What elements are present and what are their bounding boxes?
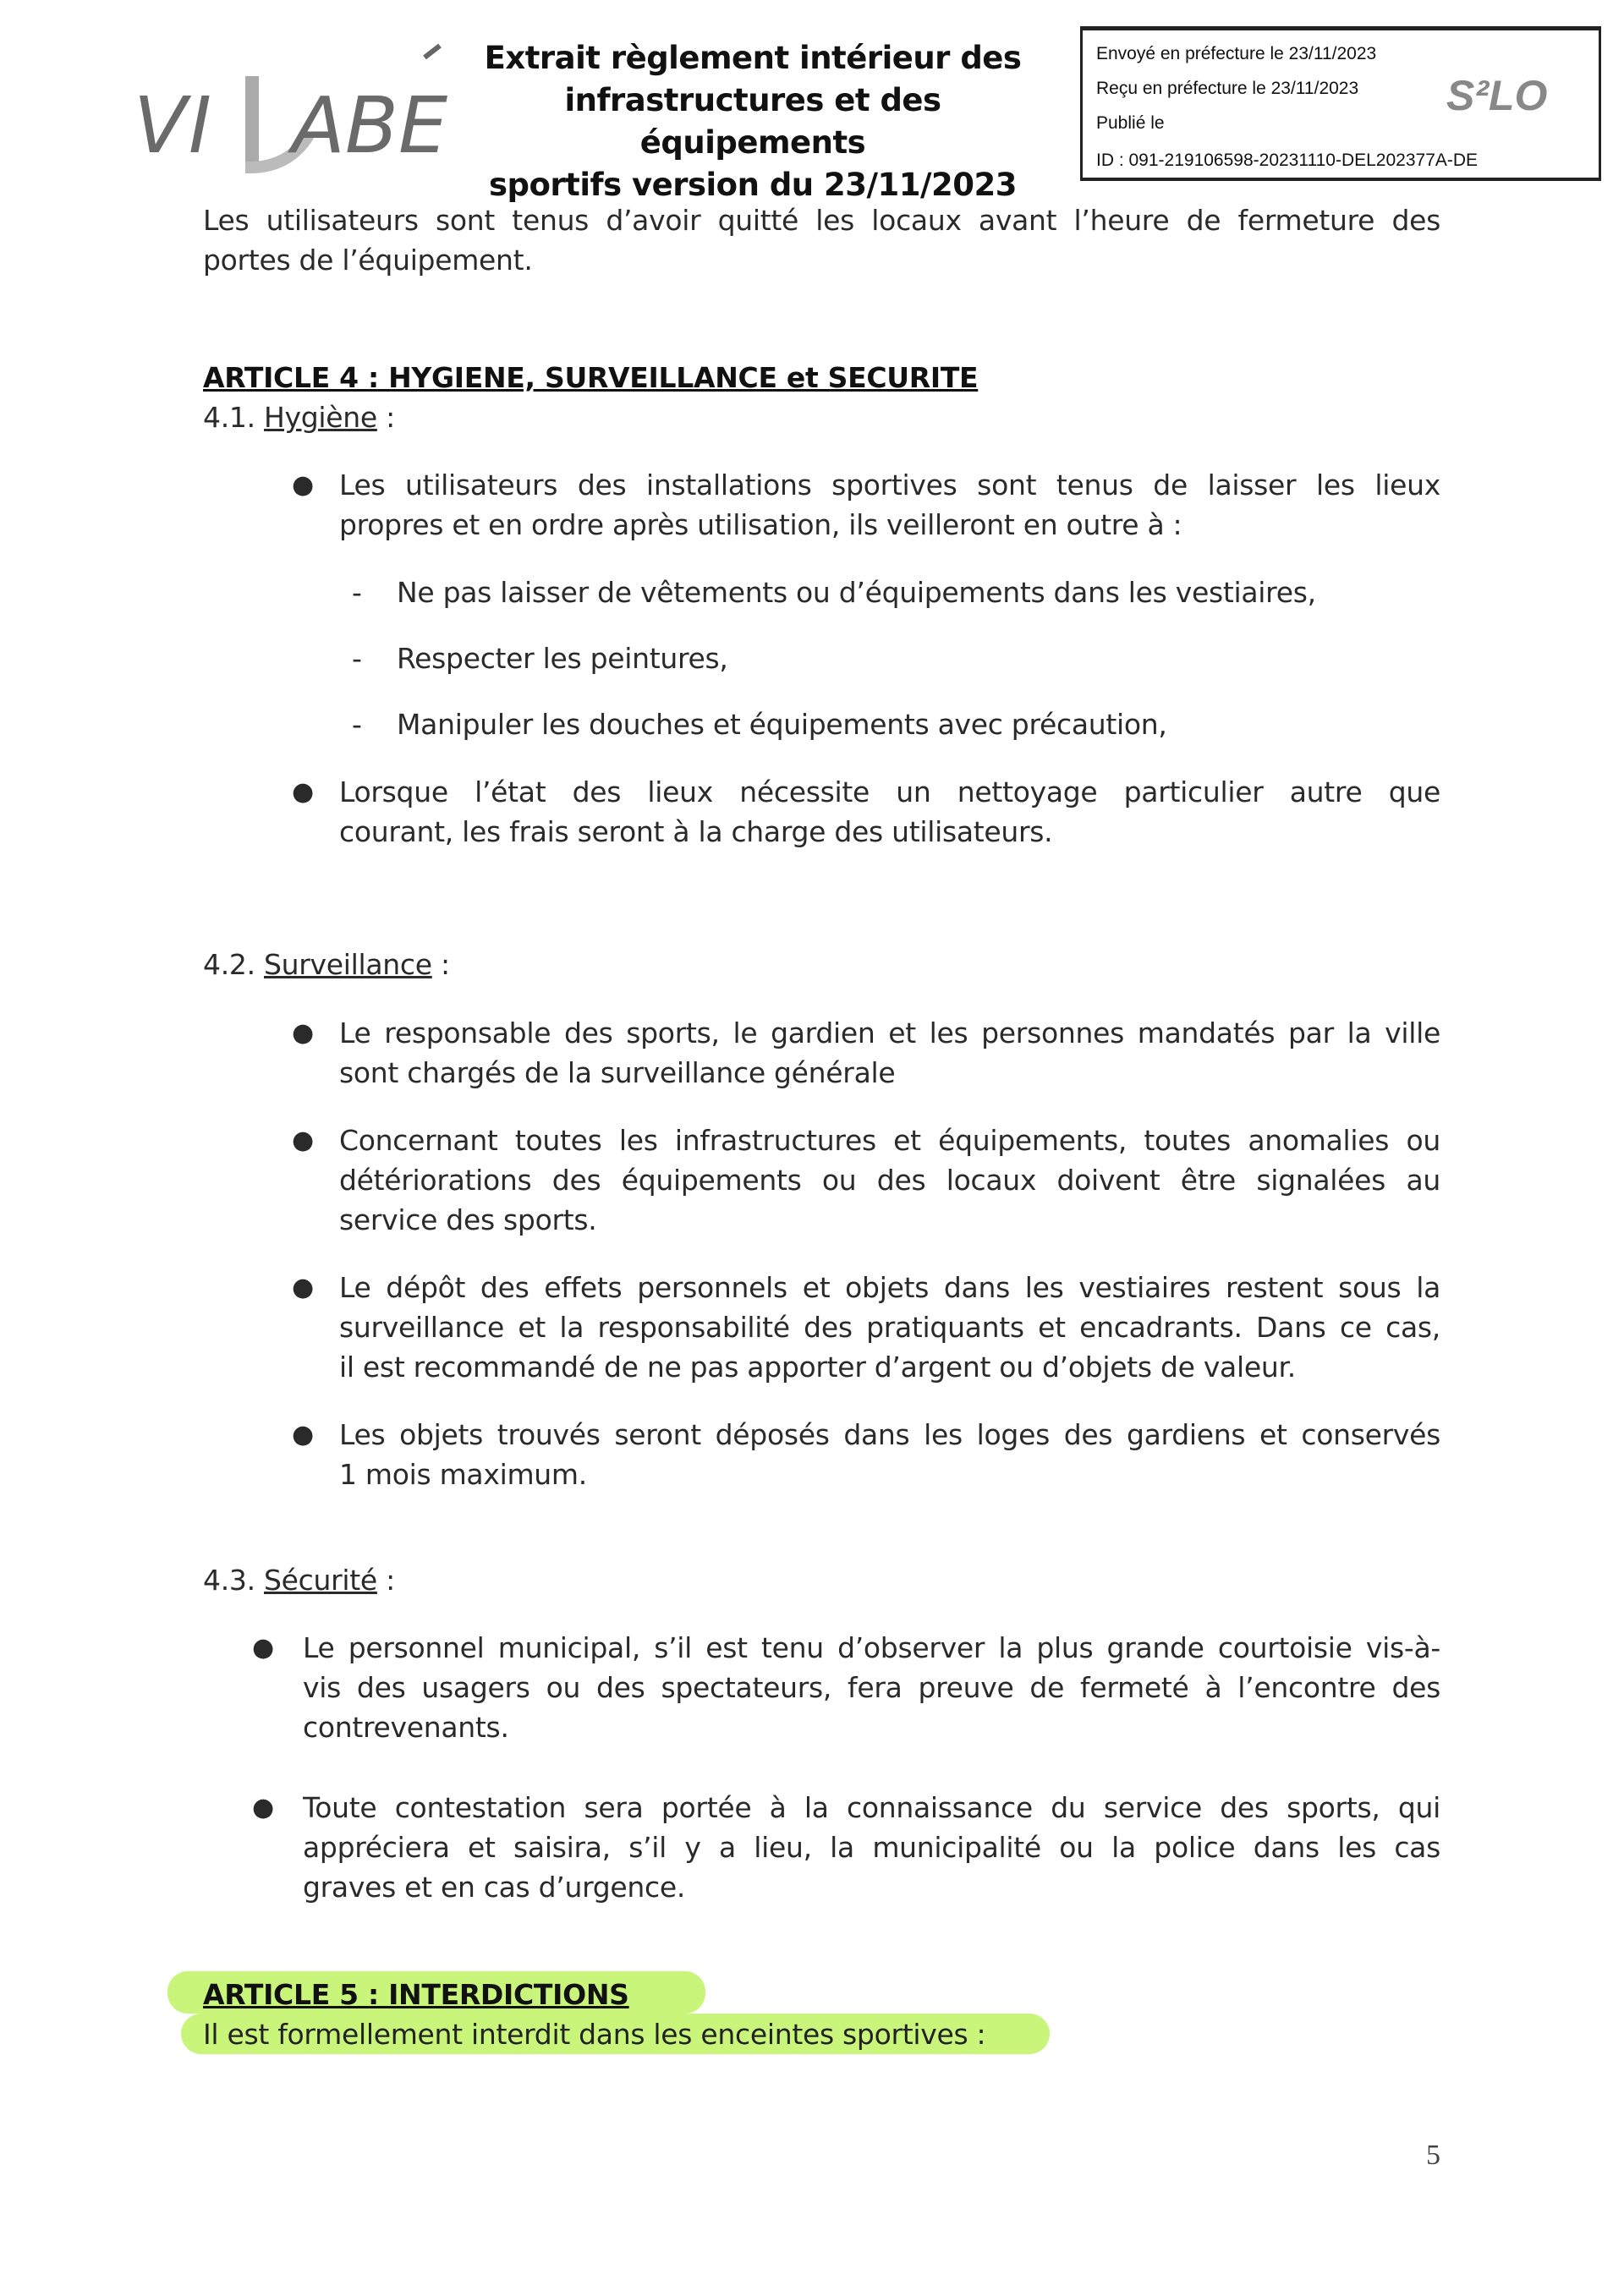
paragraph-line: il est recommandé de ne pas apporter d’argent ou d’objets de valeur. — [339, 1351, 1296, 1384]
s2lo-logo: S²LO — [1446, 72, 1548, 119]
paragraph-line: contrevenants. — [303, 1711, 509, 1744]
paragraph-line: propres et en ordre après utilisation, ils veilleront en outre à : — [339, 508, 1182, 541]
bullet-icon: ● — [292, 470, 315, 500]
villabe-logo — [127, 42, 465, 178]
stamp-id: ID : 091-219106598-20231110-DEL202377A-DE — [1096, 151, 1479, 170]
dash-item: Ne pas laisser de vêtements ou d’équipements dans les vestiaires, — [397, 576, 1316, 609]
paragraph-line: Les objets trouvés seront déposés dans les loges des gardiens et conservés — [339, 1418, 1440, 1451]
svg-text:VI: VI — [134, 80, 214, 171]
bullet-icon: ● — [292, 1273, 315, 1302]
section-4-2-heading: 4.2. Surveillance : — [203, 948, 450, 981]
document-title — [474, 37, 1032, 206]
dash-item: Respecter les peintures, — [397, 642, 728, 675]
dash-item: Manipuler les douches et équipements avec précaution, — [397, 708, 1167, 741]
bullet-icon: ● — [252, 1793, 275, 1822]
bullet-icon: ● — [252, 1633, 275, 1663]
section-4-1-heading: 4.1. Hygiène : — [203, 401, 395, 434]
paragraph-line: Le dépôt des effets personnels et objets dans les vestiaires restent sous la — [339, 1271, 1440, 1304]
dash-icon: - — [352, 576, 362, 609]
paragraph-line: surveillance et la responsabilité des pratiquants et encadrants. Dans ce cas, — [339, 1311, 1440, 1344]
paragraph-line: graves et en cas d’urgence. — [303, 1871, 686, 1904]
paragraph-line: 1 mois maximum. — [339, 1458, 587, 1491]
paragraph-line: Les utilisateurs des installations sportives sont tenus de laisser les lieux — [339, 469, 1440, 501]
paragraph-line: Le responsable des sports, le gardien et les personnes mandatés par la ville — [339, 1016, 1440, 1049]
bullet-icon: ● — [292, 1420, 315, 1449]
paragraph-line: vis des usagers ou des spectateurs, fera preuve de fermeté à l’encontre des — [303, 1671, 1440, 1704]
bullet-icon: ● — [292, 1126, 315, 1155]
page-number: 5 — [1426, 2140, 1440, 2171]
article-5-heading: ARTICLE 5 : INTERDICTIONS — [203, 1978, 629, 2011]
article-5-intro: Il est formellement interdit dans les enceintes sportives : — [203, 2018, 986, 2051]
bullet-icon: ● — [292, 777, 315, 807]
paragraph-line: Concernant toutes les infrastructures et équipements, toutes anomalies ou — [339, 1124, 1440, 1157]
paragraph-line: appréciera et saisira, s’il y a lieu, la municipalité ou la police dans les cas — [303, 1831, 1440, 1864]
paragraph-line: courant, les frais seront à la charge des utilisateurs. — [339, 815, 1053, 848]
title-line: sportifs version du 23/11/2023 — [488, 167, 1018, 203]
dash-icon: - — [352, 642, 362, 675]
paragraph-line: sont chargés de la surveillance générale — [339, 1056, 896, 1089]
title-line: Extrait règlement intérieur des — [484, 40, 1022, 76]
paragraph-line: détériorations des équipements ou des locaux doivent être signalées au — [339, 1164, 1440, 1197]
svg-text:ABE: ABE — [292, 80, 448, 171]
bullet-icon: ● — [292, 1018, 315, 1048]
paragraph-line: Les utilisateurs sont tenus d’avoir quitté les locaux avant l’heure de fermeture des — [203, 204, 1440, 237]
paragraph-line: portes de l’équipement. — [203, 244, 533, 277]
paragraph-line: Le personnel municipal, s’il est tenu d’observer la plus grande courtoisie vis-à- — [303, 1631, 1440, 1664]
title-line: infrastructures et des équipements — [564, 82, 941, 161]
stamp-received: Reçu en préfecture le 23/11/2023 — [1096, 79, 1359, 98]
section-4-3-heading: 4.3. Sécurité : — [203, 1564, 395, 1597]
paragraph-line: Toute contestation sera portée à la connaissance du service des sports, qui — [303, 1791, 1440, 1824]
article-4-heading: ARTICLE 4 : HYGIENE, SURVEILLANCE et SECURITE — [203, 361, 979, 394]
prefecture-stamp — [1080, 26, 1601, 181]
stamp-sent: Envoyé en préfecture le 23/11/2023 — [1096, 44, 1377, 63]
paragraph-line: service des sports. — [339, 1203, 597, 1236]
paragraph-line: Lorsque l’état des lieux nécessite un nettoyage particulier autre que — [339, 775, 1440, 808]
stamp-published: Publié le — [1096, 113, 1165, 133]
dash-icon: - — [352, 708, 362, 741]
